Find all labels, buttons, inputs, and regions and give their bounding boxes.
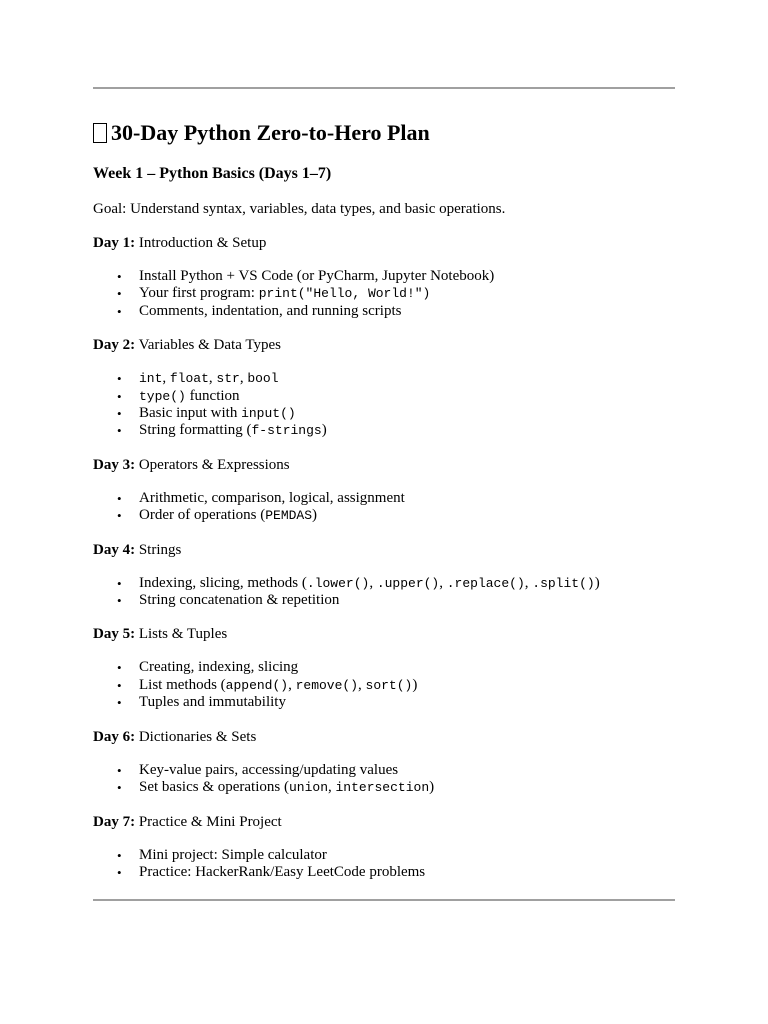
- day-label: Day 4:: [93, 541, 136, 558]
- day-title: Operators & Expressions: [138, 456, 290, 473]
- week-heading: Week 1 – Python Basics (Days 1–7): [93, 165, 332, 182]
- day-heading: [93, 813, 675, 831]
- topic-list: [93, 370, 675, 440]
- bullet-icon: •: [117, 864, 122, 880]
- item-text: ,: [524, 574, 533, 591]
- bullet-icon: •: [117, 508, 122, 524]
- topic-list: [93, 575, 675, 610]
- day-label: Day 3:: [93, 456, 136, 473]
- item-text: Practice: HackerRank/Easy LeetCode problems: [139, 863, 426, 880]
- list-item: [93, 677, 675, 694]
- bullet-icon: •: [117, 780, 122, 796]
- bullet-icon: •: [117, 847, 122, 863]
- bullet-icon: •: [117, 660, 122, 676]
- bullet-icon: •: [117, 286, 122, 302]
- bullet-icon: •: [117, 593, 122, 609]
- item-text: ,: [439, 574, 447, 591]
- list-item: [93, 592, 675, 609]
- topic-list: [93, 268, 675, 320]
- item-text: ): [429, 779, 435, 796]
- day-heading: [93, 541, 675, 559]
- day-label: Day 7:: [93, 813, 136, 830]
- inline-code: .upper(): [376, 575, 440, 591]
- item-text: Tuples and immutability: [139, 694, 286, 711]
- missing-glyph-icon: [93, 123, 107, 143]
- day-title: Lists & Tuples: [138, 626, 228, 643]
- bullet-icon: •: [117, 677, 122, 693]
- day-heading: [93, 625, 675, 643]
- item-text: ,: [239, 370, 248, 387]
- bullet-icon: •: [117, 575, 122, 591]
- topic-list: [93, 490, 675, 525]
- day-label: Day 1:: [93, 235, 136, 251]
- inline-code: PEMDAS: [265, 508, 313, 524]
- item-text: ): [594, 574, 600, 591]
- topic-list: [93, 762, 675, 797]
- inline-code: .lower(): [306, 575, 370, 591]
- inline-code: print("Hello, World!"): [258, 286, 431, 302]
- list-item: [93, 405, 675, 422]
- inline-code: append(): [225, 677, 289, 693]
- day-title: Introduction & Setup: [138, 235, 267, 251]
- day-title: Dictionaries & Sets: [138, 728, 257, 745]
- item-text: Arithmetic, comparison, logical, assignment: [139, 489, 405, 506]
- topic-list: [93, 847, 675, 882]
- item-text: String formatting (: [139, 422, 252, 439]
- day-heading: [93, 728, 675, 746]
- item-text: ,: [358, 676, 366, 693]
- day-heading: [93, 456, 675, 474]
- inline-code: float: [169, 371, 209, 387]
- day-heading: [93, 336, 675, 354]
- bullet-icon: •: [117, 762, 122, 778]
- inline-code: .replace(): [446, 575, 525, 591]
- item-text: ,: [208, 370, 217, 387]
- item-text: ,: [288, 676, 296, 693]
- list-item: [93, 303, 675, 320]
- item-text: Install Python + VS Code (or PyCharm, Jupyter Notebook): [139, 268, 495, 284]
- inline-code: int: [139, 371, 163, 387]
- inline-code: str: [216, 371, 240, 387]
- inline-code: bool: [247, 371, 279, 387]
- list-item: [93, 285, 675, 302]
- item-text: ): [321, 422, 327, 439]
- day-sections: [93, 234, 675, 881]
- list-item: [93, 370, 675, 387]
- bullet-icon: •: [117, 490, 122, 506]
- item-text: ): [412, 676, 418, 693]
- day-title: Strings: [138, 541, 182, 558]
- day-title: Variables & Data Types: [138, 337, 281, 354]
- list-item: [93, 694, 675, 711]
- list-item: [93, 422, 675, 439]
- item-text: Set basics & operations (: [139, 779, 289, 796]
- list-item: [93, 847, 675, 864]
- inline-code: type(): [139, 388, 186, 404]
- inline-code: f-strings: [251, 423, 322, 439]
- item-text: List methods (: [139, 676, 226, 693]
- item-text: Indexing, slicing, methods (: [139, 574, 307, 591]
- page-title-text: 30-Day Python Zero-to-Hero Plan: [111, 120, 430, 145]
- item-text: Basic input with: [139, 405, 242, 422]
- day-label: Day 2:: [93, 337, 136, 354]
- item-text: Creating, indexing, slicing: [139, 659, 299, 676]
- inline-code: union: [288, 780, 328, 796]
- bullet-icon: •: [117, 695, 122, 711]
- day-label: Day 6:: [93, 728, 136, 745]
- list-item: [93, 388, 675, 405]
- item-text: Order of operations (: [139, 507, 266, 524]
- list-item: [93, 762, 675, 779]
- item-text: ): [312, 507, 318, 524]
- list-item: [93, 575, 675, 592]
- inline-code: input(): [241, 406, 296, 422]
- item-text: function: [185, 387, 240, 404]
- item-text: Comments, indentation, and running scripts: [139, 302, 402, 319]
- document-page: [93, 0, 675, 901]
- bullet-icon: •: [117, 423, 122, 439]
- inline-code: .split(): [532, 575, 595, 591]
- item-text: ,: [369, 574, 377, 591]
- bullet-icon: •: [117, 371, 122, 387]
- inline-code: remove(): [295, 677, 359, 693]
- day-label: Day 5:: [93, 626, 136, 643]
- bullet-icon: •: [117, 269, 122, 284]
- item-text: String concatenation & repetition: [139, 592, 340, 609]
- day-heading: [93, 234, 675, 252]
- item-text: ,: [328, 779, 336, 796]
- page-title: [93, 120, 675, 146]
- day-title: Practice & Mini Project: [138, 813, 282, 830]
- item-text: Your first program:: [139, 285, 259, 302]
- inline-code: intersection: [335, 780, 430, 796]
- bottom-divider: [93, 899, 675, 901]
- item-text: ,: [162, 370, 170, 387]
- item-text: Mini project: Simple calculator: [139, 846, 327, 863]
- list-item: [93, 507, 675, 524]
- list-item: [93, 490, 675, 507]
- list-item: [93, 659, 675, 676]
- item-text: Key-value pairs, accessing/updating values: [139, 761, 399, 778]
- list-item: [93, 268, 675, 285]
- goal-text: Goal: Understand syntax, variables, data types, and basic operations.: [93, 201, 506, 217]
- topic-list: [93, 659, 675, 711]
- list-item: [93, 864, 675, 881]
- top-divider: [93, 87, 675, 89]
- bullet-icon: •: [117, 303, 122, 319]
- list-item: [93, 779, 675, 796]
- bullet-icon: •: [117, 388, 122, 404]
- bullet-icon: •: [117, 406, 122, 422]
- inline-code: sort(): [365, 677, 413, 693]
